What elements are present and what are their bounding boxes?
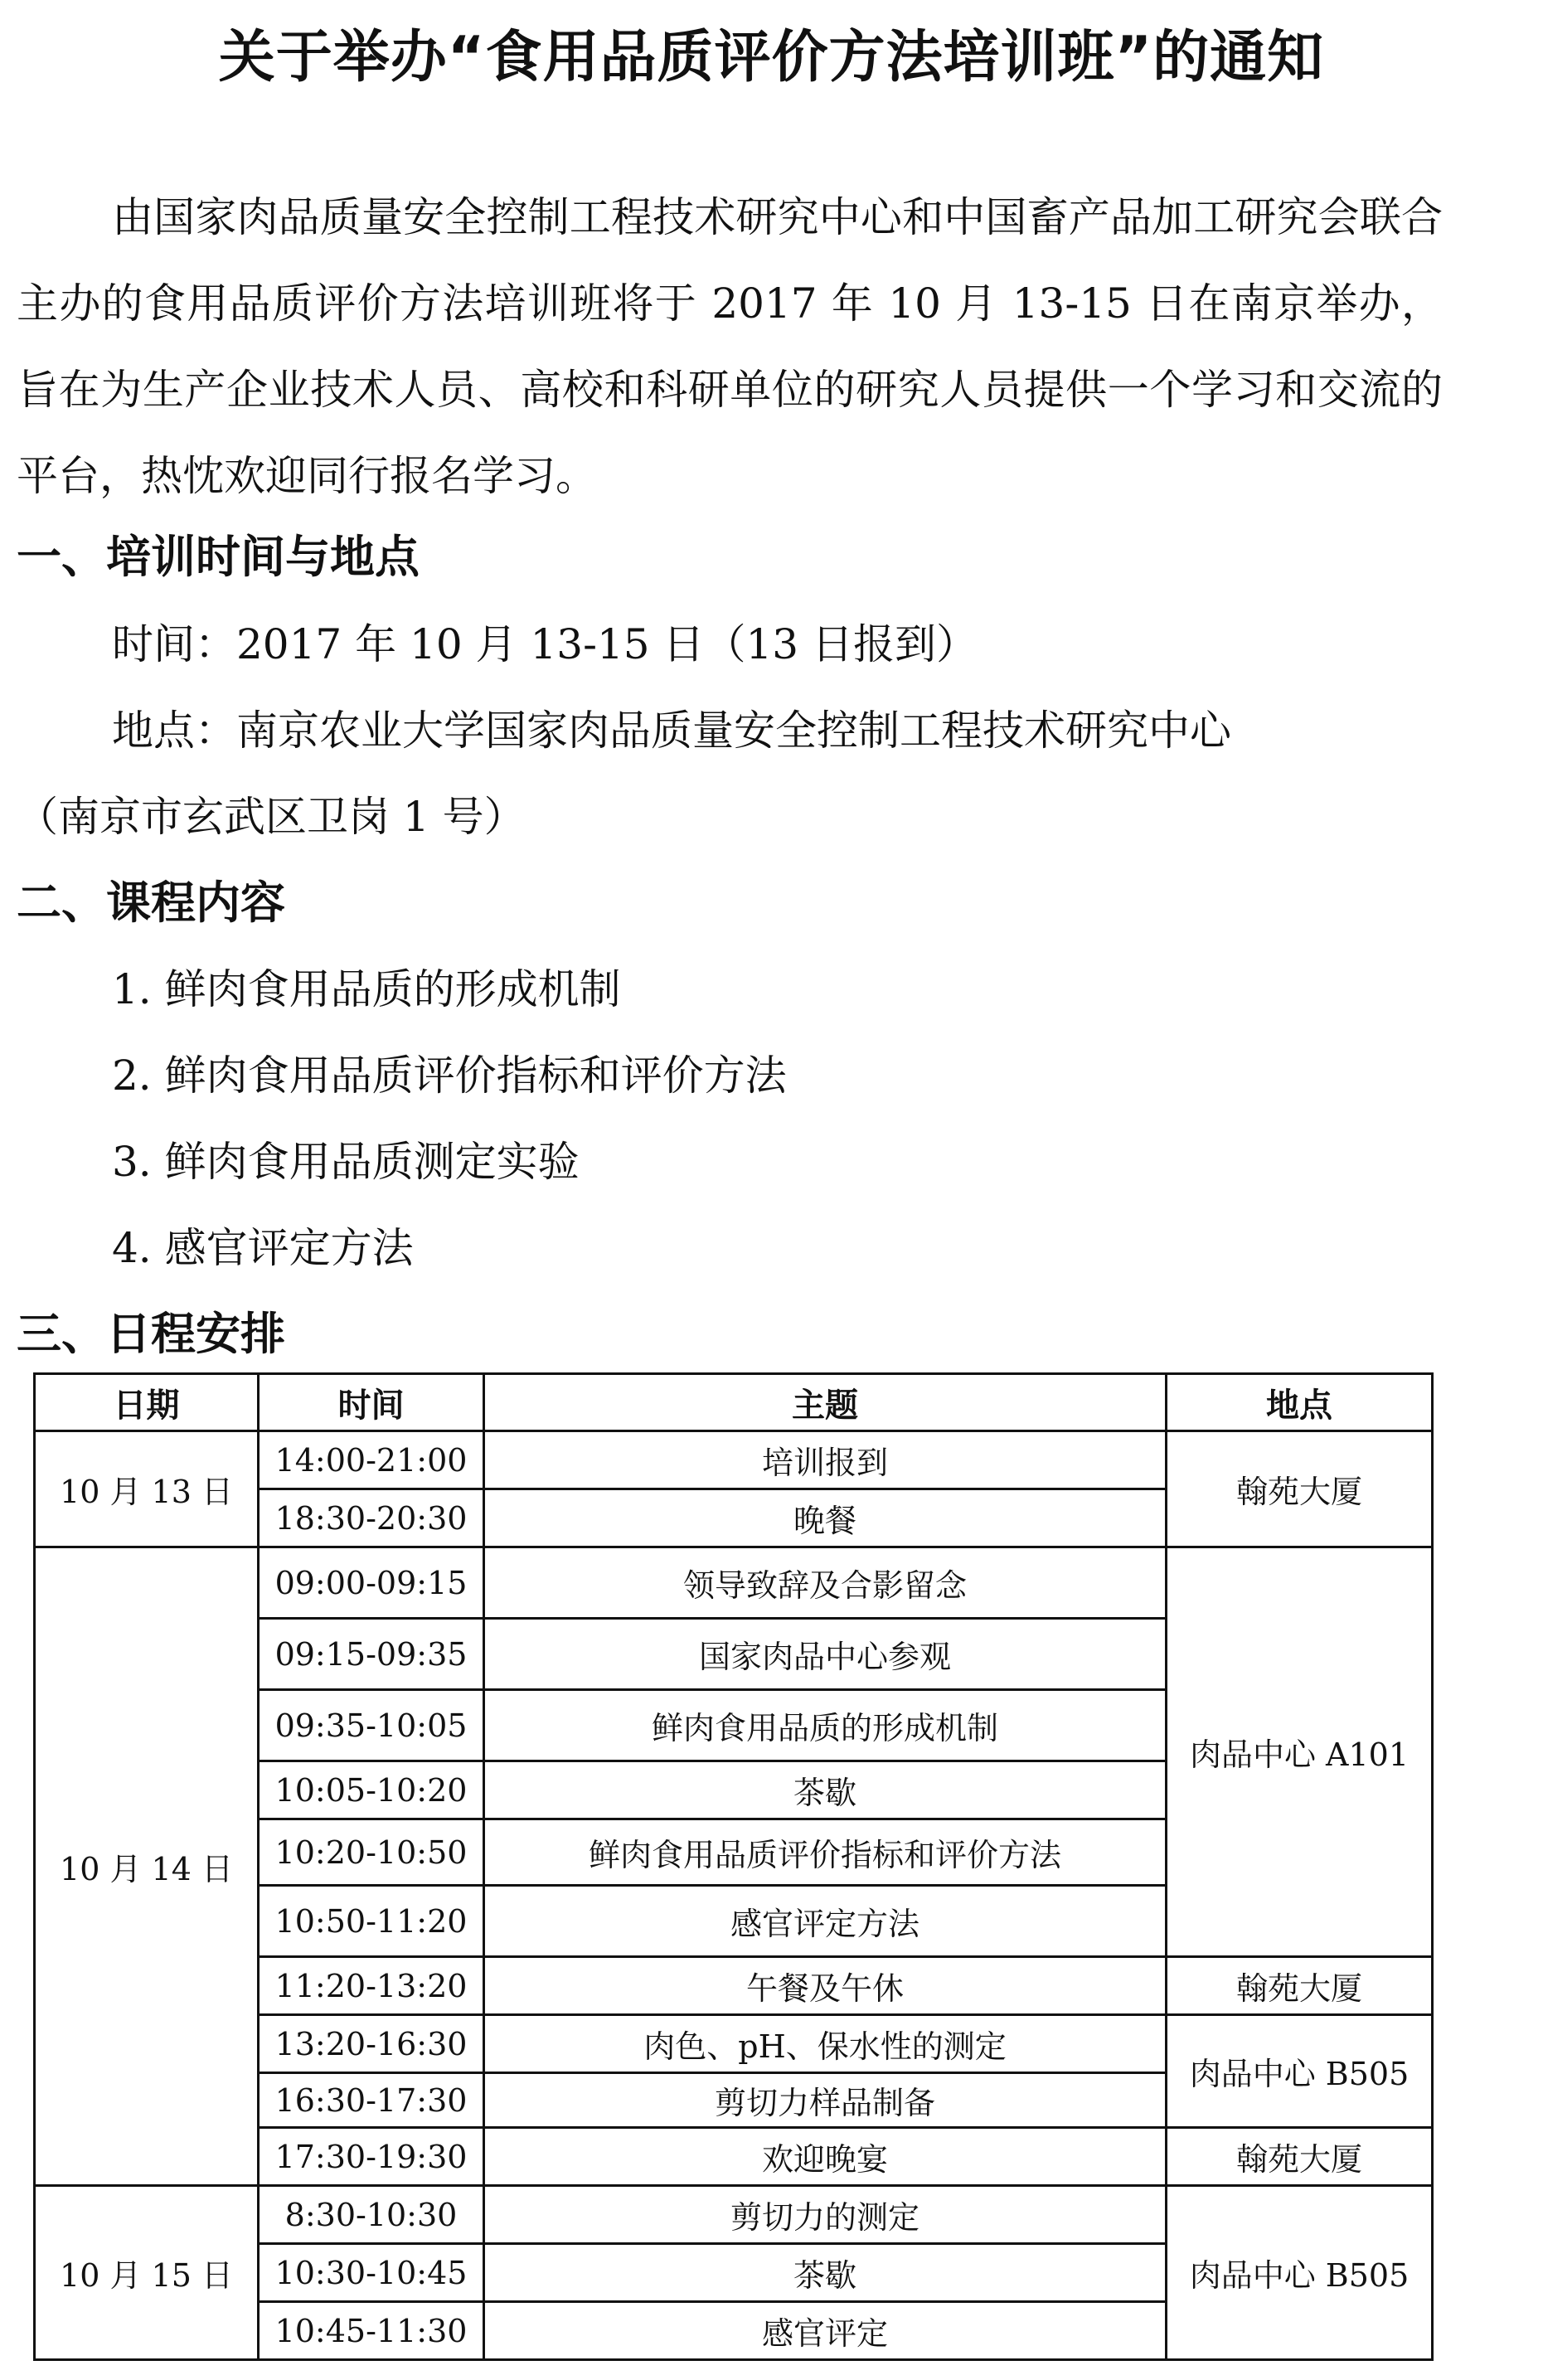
time-cell: 09:00-09:15 bbox=[259, 1547, 484, 1619]
table-row bbox=[35, 1547, 1433, 1619]
header-place: 地点 bbox=[1167, 1374, 1433, 1431]
place-cell: 肉品中心 A101 bbox=[1167, 1547, 1433, 1957]
date-cell: 10 月 13 日 bbox=[35, 1431, 259, 1547]
header-topic: 主题 bbox=[484, 1374, 1167, 1431]
time-cell: 10:30-10:45 bbox=[259, 2244, 484, 2302]
schedule-table bbox=[33, 1372, 1434, 2361]
topic-cell: 剪切力样品制备 bbox=[484, 2073, 1167, 2128]
section-heading-time-place: 一、培训时间与地点 bbox=[17, 531, 420, 583]
table-row bbox=[35, 2186, 1433, 2244]
page-title: 关于举办“食用品质评价方法培训班”的通知 bbox=[218, 25, 1325, 90]
place-cell: 肉品中心 B505 bbox=[1167, 2186, 1433, 2360]
topic-cell: 鲜肉食用品质评价指标和评价方法 bbox=[484, 1819, 1167, 1886]
place-cell: 翰苑大厦 bbox=[1167, 1957, 1433, 2015]
time-cell: 17:30-19:30 bbox=[259, 2128, 484, 2186]
time-cell: 16:30-17:30 bbox=[259, 2073, 484, 2128]
intro-paragraph: 由国家肉品质量安全控制工程技术研究中心和中国畜产品加工研究会联合主办的食用品质评价方法培训班将于 2017 年 10 月 13-15 日在南京举办，旨在为生产企业技术人员、高校和科研单位的研究人员提供一个学习和交流的平台，热忱欢迎同行报名学习。 bbox=[17, 193, 1443, 500]
topic-cell: 国家肉品中心参观 bbox=[484, 1619, 1167, 1690]
time-cell: 10:45-11:30 bbox=[259, 2302, 484, 2360]
date-cell: 10 月 14 日 bbox=[35, 1547, 259, 2186]
topic-cell: 鲜肉食用品质的形成机制 bbox=[484, 1690, 1167, 1761]
time-cell: 8:30-10:30 bbox=[259, 2186, 484, 2244]
time-cell: 18:30-20:30 bbox=[259, 1489, 484, 1547]
header-date: 日期 bbox=[35, 1374, 259, 1431]
topic-cell: 肉色、pH、保水性的测定 bbox=[484, 2015, 1167, 2073]
training-address: （南京市玄武区卫岗 1 号） bbox=[17, 793, 526, 841]
header-time: 时间 bbox=[259, 1374, 484, 1431]
date-cell: 10 月 15 日 bbox=[35, 2186, 259, 2360]
course-item: 1. 鲜肉食用品质的形成机制 bbox=[112, 965, 621, 1013]
place-cell: 翰苑大厦 bbox=[1167, 2128, 1433, 2186]
course-item: 3. 鲜肉食用品质测定实验 bbox=[112, 1138, 580, 1186]
time-cell: 10:20-10:50 bbox=[259, 1819, 484, 1886]
time-cell: 11:20-13:20 bbox=[259, 1957, 484, 2015]
topic-cell: 茶歇 bbox=[484, 1761, 1167, 1819]
time-cell: 10:05-10:20 bbox=[259, 1761, 484, 1819]
topic-cell: 晚餐 bbox=[484, 1489, 1167, 1547]
topic-cell: 剪切力的测定 bbox=[484, 2186, 1167, 2244]
time-cell: 09:35-10:05 bbox=[259, 1690, 484, 1761]
section-heading-schedule: 三、日程安排 bbox=[17, 1308, 285, 1360]
table-header-row bbox=[35, 1374, 1433, 1431]
section-heading-course: 二、课程内容 bbox=[17, 877, 285, 929]
course-item: 2. 鲜肉食用品质评价指标和评价方法 bbox=[112, 1052, 787, 1100]
time-cell: 14:00-21:00 bbox=[259, 1431, 484, 1489]
course-item: 4. 感官评定方法 bbox=[112, 1224, 414, 1272]
topic-cell: 午餐及午休 bbox=[484, 1957, 1167, 2015]
training-place: 地点：南京农业大学国家肉品质量安全控制工程技术研究中心 bbox=[112, 707, 1231, 755]
time-cell: 10:50-11:20 bbox=[259, 1886, 484, 1957]
topic-cell: 茶歇 bbox=[484, 2244, 1167, 2302]
place-cell: 肉品中心 B505 bbox=[1167, 2015, 1433, 2128]
time-cell: 13:20-16:30 bbox=[259, 2015, 484, 2073]
training-time: 时间：2017 年 10 月 13-15 日（13 日报到） bbox=[112, 620, 978, 668]
topic-cell: 感官评定方法 bbox=[484, 1886, 1167, 1957]
time-cell: 09:15-09:35 bbox=[259, 1619, 484, 1690]
place-cell: 翰苑大厦 bbox=[1167, 1431, 1433, 1547]
topic-cell: 欢迎晚宴 bbox=[484, 2128, 1167, 2186]
table-row bbox=[35, 1431, 1433, 1489]
topic-cell: 培训报到 bbox=[484, 1431, 1167, 1489]
topic-cell: 领导致辞及合影留念 bbox=[484, 1547, 1167, 1619]
topic-cell: 感官评定 bbox=[484, 2302, 1167, 2360]
